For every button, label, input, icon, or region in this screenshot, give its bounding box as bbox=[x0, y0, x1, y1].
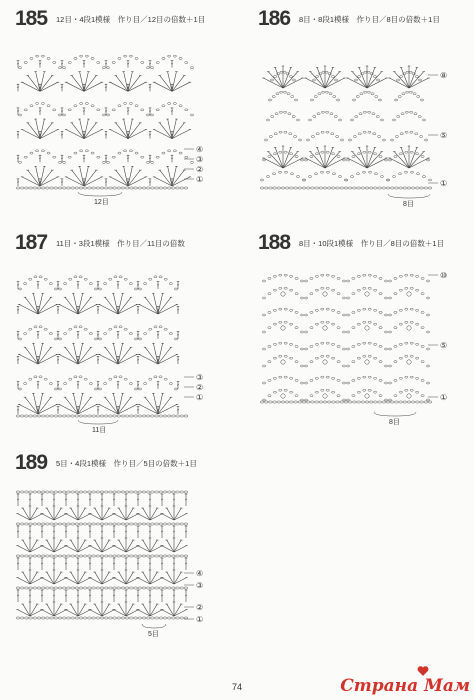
pattern-spec: 5目・4段1模様 作り目／5目の倍数＋1目 bbox=[56, 459, 197, 468]
row-marker: ⑤ bbox=[440, 341, 448, 350]
row-marker: ③ bbox=[196, 373, 204, 382]
repeat-label: 8目 bbox=[389, 419, 400, 426]
pattern-spec: 8目・8段1模様 作り目／8目の倍数＋1目 bbox=[299, 15, 440, 24]
row-marker: ③ bbox=[196, 581, 204, 590]
page-number: 74 bbox=[231, 682, 242, 692]
pattern-number: 185 bbox=[15, 7, 48, 30]
repeat-label: 5目 bbox=[148, 631, 159, 638]
row-marker: ① bbox=[196, 615, 204, 624]
crochet-chart bbox=[258, 36, 470, 208]
row-marker: ① bbox=[196, 393, 204, 402]
pattern-number: 186 bbox=[258, 7, 291, 30]
row-marker: ⑧ bbox=[440, 71, 448, 80]
row-marker: ① bbox=[440, 179, 448, 188]
row-marker: ④ bbox=[196, 569, 204, 578]
row-marker: ⑩ bbox=[440, 271, 448, 280]
pattern-spec: 8目・10段1模様 作り目／8目の倍数＋1目 bbox=[299, 239, 445, 248]
pattern-spec: 12目・4段1模様 作り目／12目の倍数＋1目 bbox=[56, 15, 206, 24]
crochet-chart bbox=[14, 256, 226, 436]
pattern-number: 187 bbox=[15, 231, 48, 254]
watermark: Страна Мам bbox=[340, 676, 470, 696]
repeat-label: 12目 bbox=[94, 199, 109, 206]
crochet-chart bbox=[14, 476, 226, 646]
row-marker: ① bbox=[440, 393, 448, 402]
row-marker: ② bbox=[196, 383, 204, 392]
row-marker: ② bbox=[196, 165, 204, 174]
crochet-chart bbox=[14, 36, 226, 208]
row-marker: ③ bbox=[196, 155, 204, 164]
crochet-chart bbox=[258, 256, 470, 428]
row-marker: ② bbox=[196, 603, 204, 612]
row-marker: ⑤ bbox=[440, 131, 448, 140]
pattern-spec: 11目・3段1模様 作り目／11目の倍数 bbox=[56, 239, 185, 248]
row-marker: ④ bbox=[196, 145, 204, 154]
pattern-number: 189 bbox=[15, 451, 48, 474]
repeat-label: 8目 bbox=[403, 201, 414, 208]
row-marker: ① bbox=[196, 175, 204, 184]
repeat-label: 11目 bbox=[92, 427, 107, 434]
pattern-number: 188 bbox=[258, 231, 291, 254]
